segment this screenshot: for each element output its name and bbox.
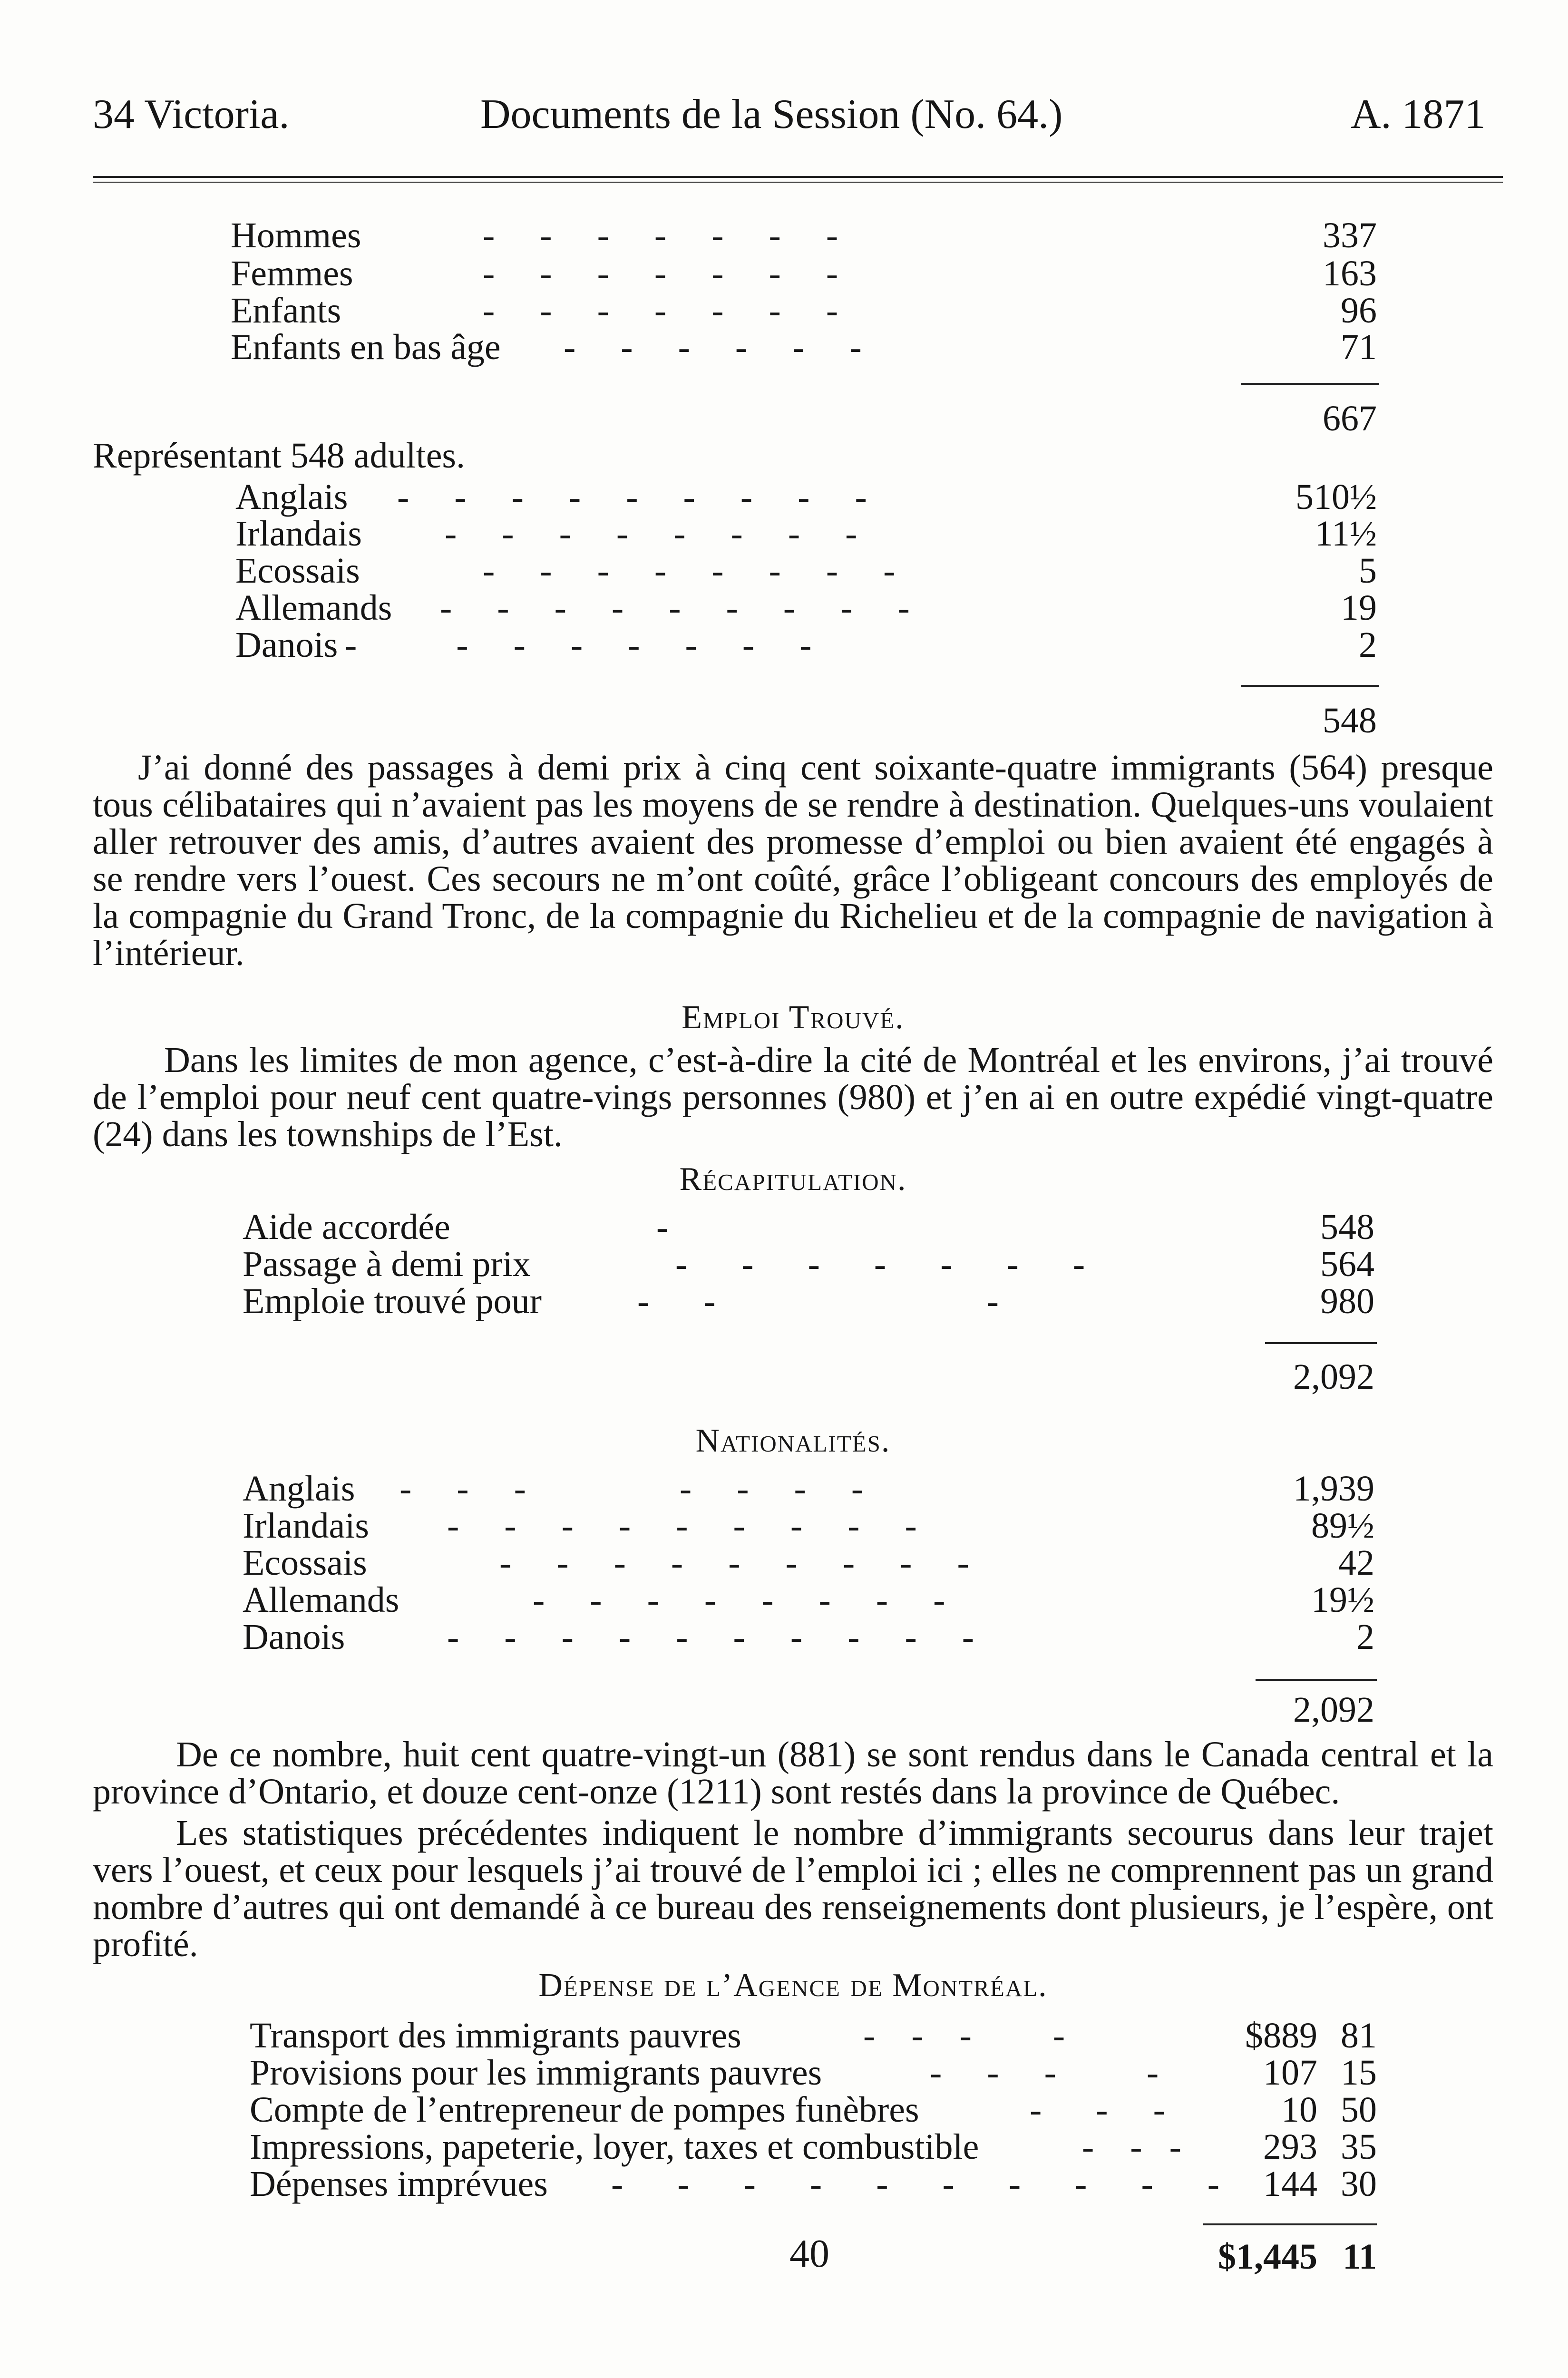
row-label: Emploie trouvé pour	[243, 1281, 542, 1321]
header-left: 34 Victoria.	[93, 91, 290, 137]
expense-row	[250, 2091, 1377, 2129]
leader-dashes: - - - - - - - - -	[447, 1506, 917, 1546]
adult-nationality-row	[235, 478, 1377, 516]
row-label: Danois	[243, 1617, 345, 1657]
arrivals-row	[231, 328, 1377, 366]
row-cents: 81	[1341, 2016, 1377, 2056]
leader-dashes: -	[656, 1207, 669, 1247]
expenses-total-cents: 11	[1343, 2237, 1377, 2277]
row-label: Enfants en bas âge	[231, 327, 501, 367]
row-value: 2	[1356, 1617, 1374, 1657]
row-label: Aide accordée	[243, 1207, 450, 1247]
row-dollars: 107	[1263, 2053, 1317, 2093]
row-value: 2	[1359, 625, 1377, 665]
page-number: 40	[789, 2232, 829, 2276]
row-label: Compte de l’entrepreneur de pompes funèbres	[250, 2090, 919, 2130]
sum-line	[1241, 383, 1379, 385]
row-value: 548	[1320, 1207, 1374, 1247]
recap-row	[243, 1282, 1374, 1320]
nationality-row	[243, 1544, 1374, 1582]
arrivals-row	[231, 292, 1377, 330]
header-right: A. 1871	[1351, 91, 1486, 137]
leader-dashes: - - - - - - - - - -	[447, 1617, 974, 1657]
header-center: Documents de la Session (No. 64.)	[480, 91, 1063, 137]
sum-line	[1265, 1342, 1377, 1344]
row-label: Ecossais	[243, 1543, 367, 1583]
row-label: Allemands	[235, 588, 392, 628]
row-label: Danois	[235, 625, 338, 665]
expense-row	[250, 2165, 1377, 2203]
row-dollars: 144	[1263, 2164, 1317, 2204]
leader-dashes: - - - - - - -	[675, 1244, 1085, 1284]
paragraph-ce-nombre: De ce nombre, huit cent quatre-vingt-un (881) se sont rendus dans le Canada central et la province d’Ontario, et douze cent-onze (1211) sont restés dans la province de Québec.	[93, 1735, 1493, 1812]
leader-dashes: - - - -	[930, 2053, 1159, 2093]
row-dollars: 293	[1263, 2127, 1317, 2167]
paragraph-emploi: Dans les limites de mon agence, c’est-à-dire la cité de Montréal et les environs, j’ai trouvé de l’emploi pour neuf cent quatre-vings personnes (980) et j’en ai en outre expédié vingt-quatre (24) dans les townships de l’Est.	[93, 1040, 1493, 1154]
row-label: Impressions, papeterie, loyer, taxes et combustible	[250, 2127, 979, 2167]
row-cents: 50	[1341, 2090, 1377, 2130]
row-label: Enfants	[231, 291, 341, 331]
leader-dashes: - - - - - - -	[483, 215, 838, 255]
row-value: 11½	[1315, 514, 1377, 554]
row-label: Passage à demi prix	[243, 1244, 531, 1284]
adults-caption: Représentant 548 adultes.	[93, 436, 466, 476]
recap-row	[243, 1208, 1374, 1246]
row-value: 1,939	[1293, 1469, 1374, 1509]
row-label: Ecossais	[235, 551, 360, 591]
recap-row	[243, 1245, 1374, 1283]
row-value: 163	[1323, 253, 1377, 293]
row-cents: 35	[1341, 2127, 1377, 2167]
nationality-row	[243, 1618, 1374, 1656]
header-rule-bottom	[93, 182, 1503, 183]
leader-dashes: - - - - - - - - -	[440, 588, 910, 628]
leader-dashes: - - - - - - -	[483, 291, 838, 331]
leader-dashes: - - -	[1030, 2090, 1165, 2130]
nationality-row	[243, 1581, 1374, 1619]
leader-dashes: - - - - - - - -	[345, 625, 812, 665]
nationality-row	[243, 1507, 1374, 1545]
row-label: Transport des immigrants pauvres	[250, 2016, 741, 2056]
expense-row	[250, 2128, 1377, 2166]
leader-dashes: - - - - - - - - - -	[611, 2164, 1220, 2204]
leader-dashes: - - - - - - - -	[533, 1580, 945, 1620]
row-value: 19	[1341, 588, 1377, 628]
sum-line	[1203, 2223, 1377, 2225]
row-dollars: $889	[1245, 2016, 1317, 2056]
row-value: 510½	[1295, 477, 1377, 517]
nationality-row	[243, 1470, 1374, 1508]
row-label: Anglais	[235, 477, 348, 517]
leader-dashes: - - - -	[863, 2016, 1065, 2056]
row-label: Anglais	[243, 1469, 355, 1509]
row-label: Femmes	[231, 253, 353, 293]
adult-nationality-row	[235, 626, 1377, 664]
expense-row	[250, 2017, 1377, 2055]
row-value: 337	[1323, 215, 1377, 255]
arrivals-row	[231, 216, 1377, 254]
leader-dashes: - - - - - - - -	[483, 551, 896, 591]
heading-nationalites: Nationalités.	[695, 1423, 891, 1459]
row-value: 19½	[1311, 1580, 1374, 1620]
arrivals-row	[231, 254, 1377, 292]
heading-recap: Récapitulation.	[679, 1161, 907, 1198]
leader-dashes: - - - - - - - - -	[397, 477, 867, 517]
leader-dashes: - - - - - - -	[399, 1469, 864, 1509]
leader-dashes: - - - - - - - - -	[499, 1543, 969, 1583]
paragraph-statistiques: Les statistiques précédentes indiquent le nombre d’immigrants secourus dans leur trajet vers l’ouest, et ceux pour lesquels j’ai trouvé de l’emploi ici ; elles ne comprennent pas un grand nombre d’autres qui ont demandé à ce bureau des renseignements dont plusieurs, je l’espère, ont profité.	[93, 1813, 1493, 1964]
nationalities-total: 2,092	[1293, 1690, 1374, 1730]
row-label: Dépenses imprévues	[250, 2164, 548, 2204]
row-cents: 30	[1341, 2164, 1377, 2204]
paragraph-passages: J’ai donné des passages à demi prix à cinq cent soixante-quatre immigrants (564) presque tous célibataires qui n’avaient pas les moyens de se rendre à destination. Quelques-uns voulaient aller retrouver des amis, d’autres avaient des promesse d’emploi ou bien avaient été engagés à se rendre vers l’ouest. Ces secours ne m’ont coûté, grâce l’obligeant concours des employés de la compagnie du Grand Tronc, de la compagnie du Richelieu et de la compagnie de navigation à l’intérieur.	[93, 748, 1493, 973]
row-value: 980	[1320, 1281, 1374, 1321]
header-rule-top	[93, 176, 1503, 178]
adult-nationality-row	[235, 589, 1377, 627]
row-label: Hommes	[231, 215, 361, 255]
leader-dashes: - - -	[1082, 2127, 1181, 2167]
heading-depense: Dépense de l’Agence de Montréal.	[538, 1967, 1048, 2004]
adults-total: 548	[1323, 701, 1377, 741]
heading-emploi: Emploi Trouvé.	[682, 999, 905, 1036]
row-value: 71	[1341, 327, 1377, 367]
leader-dashes: - - - - - - - -	[445, 514, 857, 554]
adult-nationality-row	[235, 515, 1377, 553]
leader-dashes: - - - - - - -	[483, 253, 838, 293]
adult-nationality-row	[235, 552, 1377, 590]
row-dollars: 10	[1281, 2090, 1317, 2130]
recap-total: 2,092	[1293, 1357, 1374, 1397]
row-value: 42	[1338, 1543, 1374, 1583]
leader-dashes: - - -	[637, 1281, 999, 1321]
arrivals-total: 667	[1323, 399, 1377, 439]
expense-row	[250, 2054, 1377, 2092]
row-label: Irlandais	[243, 1506, 369, 1546]
sum-line	[1241, 685, 1379, 687]
row-label: Provisions pour les immigrants pauvres	[250, 2053, 822, 2093]
sum-line	[1256, 1679, 1377, 1681]
row-value: 96	[1341, 291, 1377, 331]
row-label: Irlandais	[235, 514, 362, 554]
row-value: 5	[1359, 551, 1377, 591]
row-value: 89½	[1311, 1506, 1374, 1546]
row-cents: 15	[1341, 2053, 1377, 2093]
row-value: 564	[1320, 1244, 1374, 1284]
row-label: Allemands	[243, 1580, 399, 1620]
leader-dashes: - - - - - -	[564, 327, 862, 367]
expenses-total-dollars: $1,445	[1218, 2237, 1317, 2277]
